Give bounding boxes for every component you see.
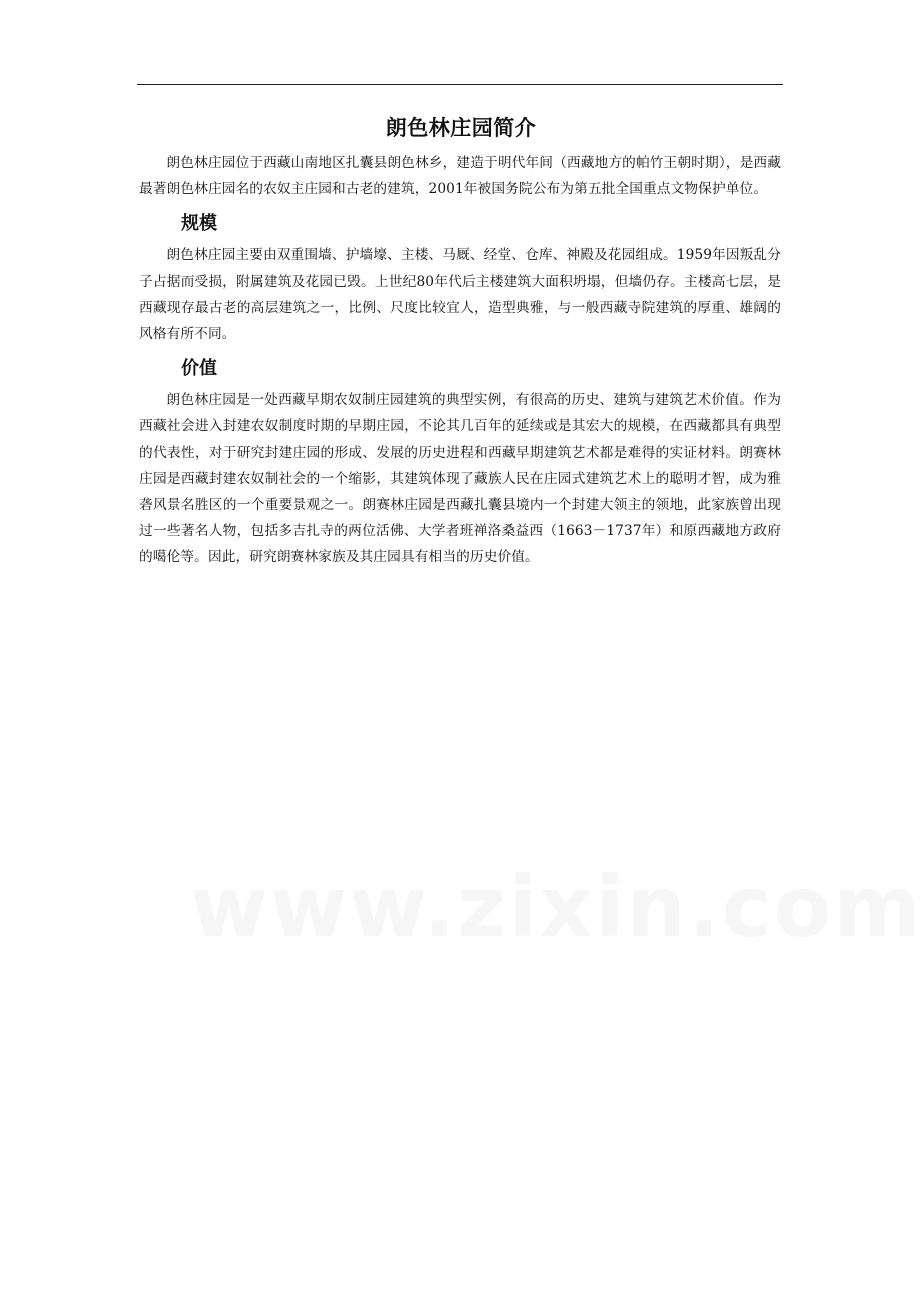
intro-paragraph: 朗色林庄园位于西藏山南地区扎囊县朗色林乡，建造于明代年间（西藏地方的帕竹王朝时期），是西藏最著朗色林庄园名的农奴主庄园和古老的建筑，2001年被国务院公布为第五批全国重点文物保护单位。 xyxy=(139,155,781,198)
header-rule xyxy=(137,84,783,85)
section-body-scale: 朗色林庄园主要由双重围墙、护墙壕、主楼、马厩、经堂、仓库、神殿及花园组成。1959年因叛乱分子占据而受损，附属建筑及花园已毁。上世纪80年代后主楼建筑大面积坍塌，但墙仍存。主楼高七层，是西藏现存最古老的高层建筑之一，比例、尺度比较宜人，造型典雅，与一般西藏寺院建筑的厚重、雄阔的风格有所不同。 xyxy=(139,247,781,343)
section-body-value: 朗色林庄园是一处西藏早期农奴制庄园建筑的典型实例，有很高的历史、建筑与建筑艺术价值。作为西藏社会进入封建农奴制度时期的早期庄园，不论其几百年的延续或是其宏大的规模，在西藏都具有典型的代表性，对于研究封建庄园的形成、发展的历史进程和西藏早期建筑艺术都是难得的实证材料。朗赛林庄园是西藏封建农奴制社会的一个缩影，其建筑体现了藏族人民在庄园式建筑艺术上的聪明才智，成为雅砻风景名胜区的一个重要景观之一。朗赛林庄园是西藏扎囊县境内一个封建大领主的领地，此家族曾出现过一些著名人物，包括多吉扎寺的两位活佛、大学者班禅洛桑益西（1663－1737年）和原西藏地方政府的噶伦等。因此，研究朗赛林家族及其庄园具有相当的历史价值。 xyxy=(139,392,781,566)
watermark xyxy=(190,858,750,956)
document-body xyxy=(139,110,781,571)
document-title: 朗色林庄园简介 xyxy=(385,116,537,140)
section-heading-value: 价值 xyxy=(181,358,217,380)
section-heading-scale: 规模 xyxy=(181,213,217,235)
